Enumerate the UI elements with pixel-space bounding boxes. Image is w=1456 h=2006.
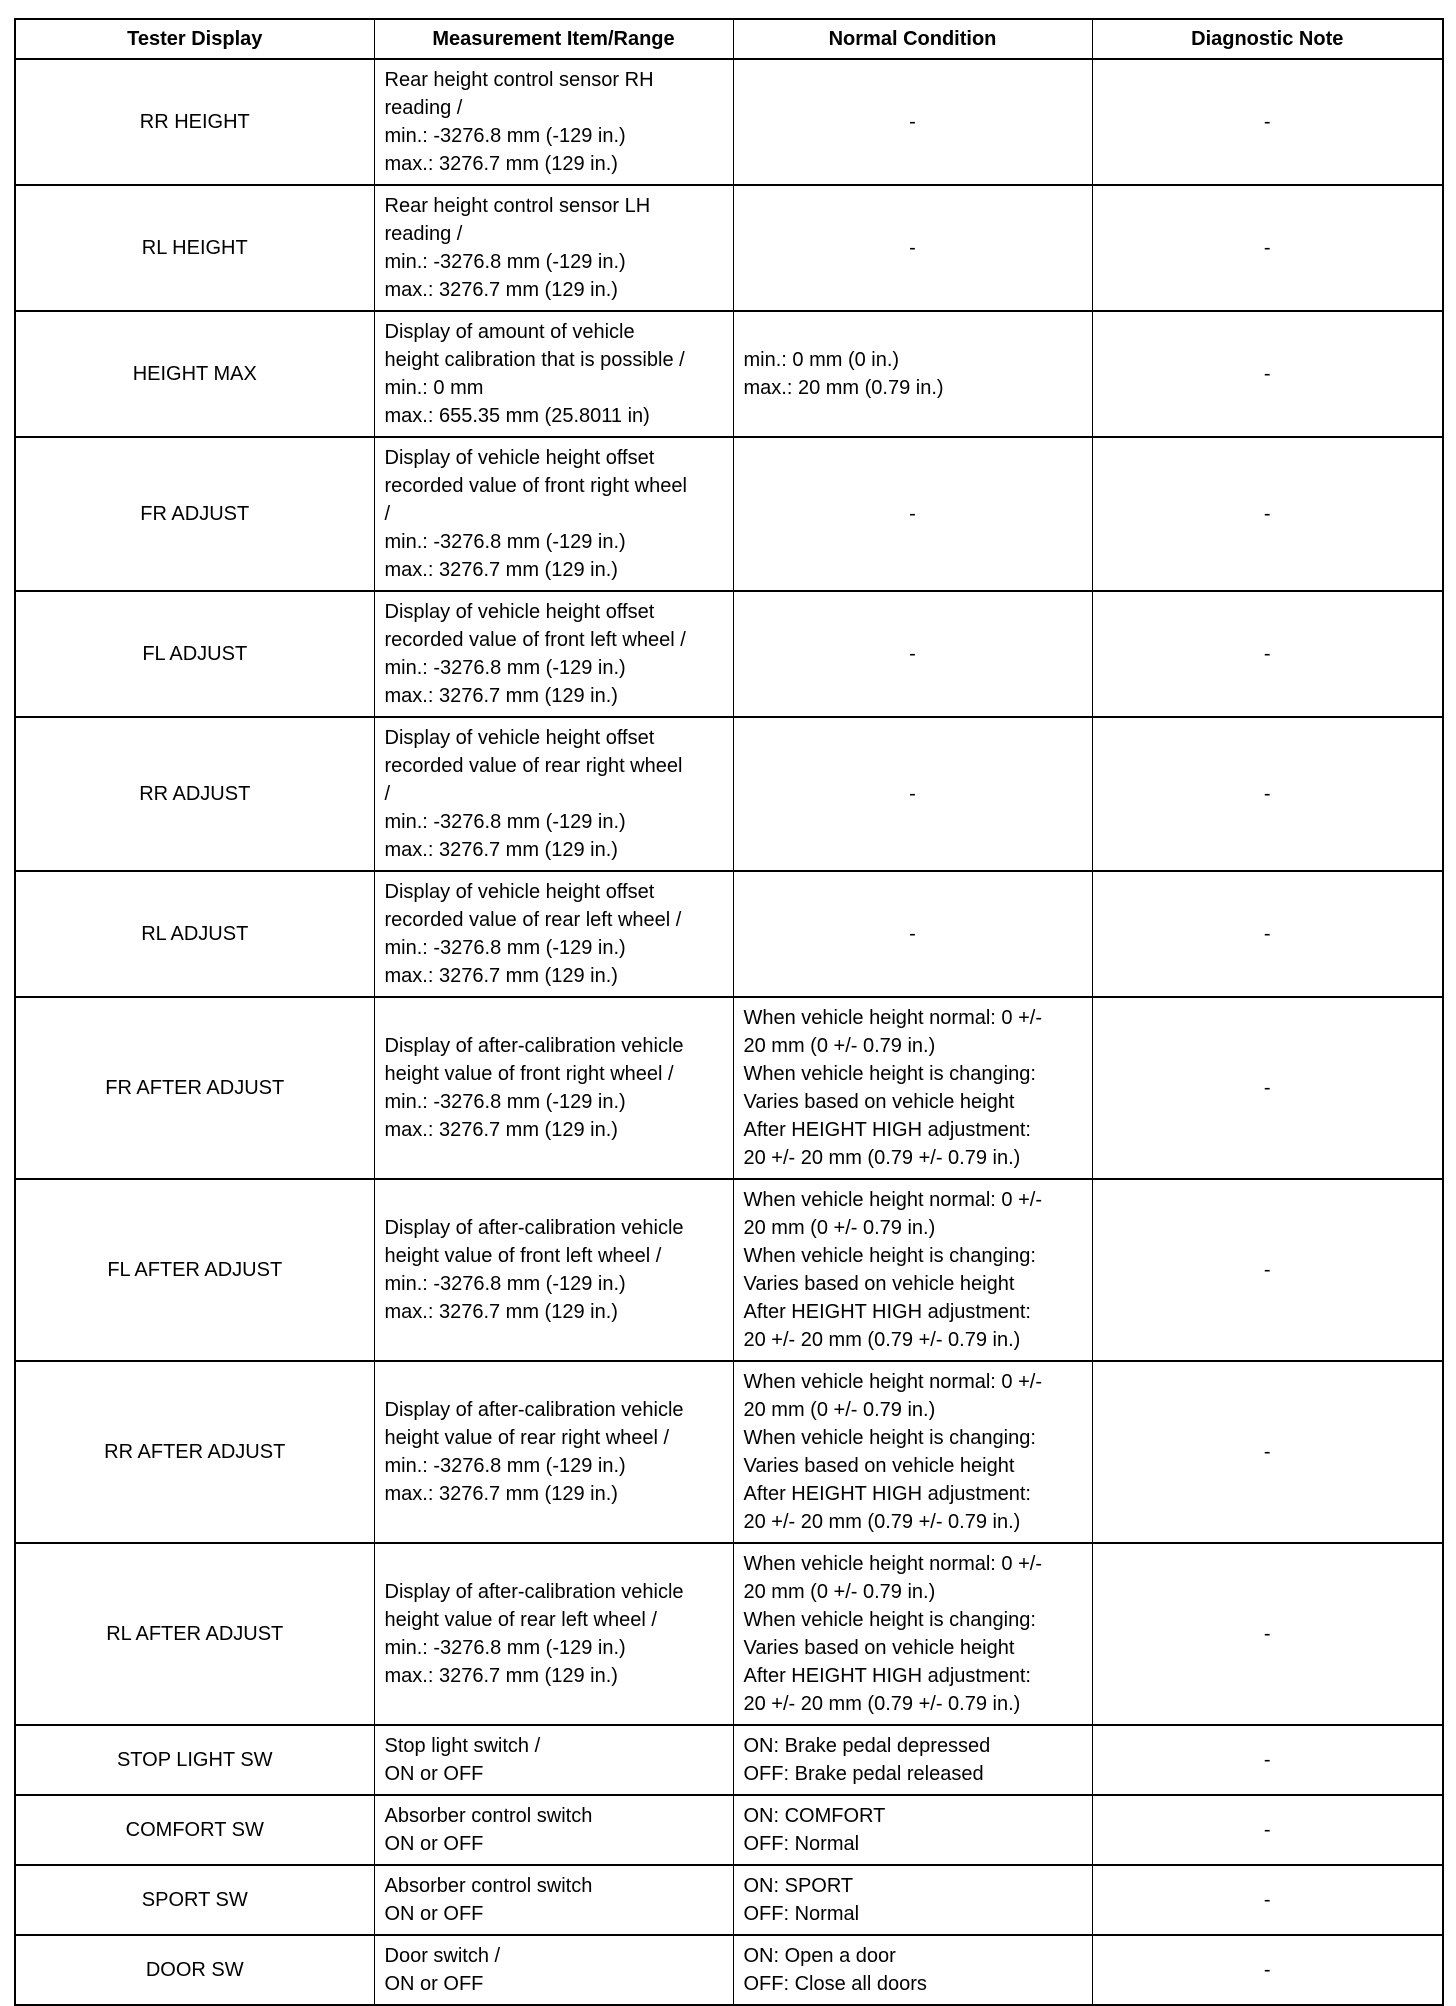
normal-condition-cell (733, 1795, 1092, 1865)
normal-condition-line: OFF: Normal (743, 1903, 860, 1925)
measurement-line: min.: -3276.8 mm (-129 in.) (384, 657, 626, 679)
measurement-line: reading / (384, 223, 463, 245)
tester-display-cell: FR AFTER ADJUST (15, 997, 374, 1179)
diagnostic-note-cell: - (1092, 591, 1443, 717)
measurement-line: Absorber control switch (384, 1875, 593, 1897)
normal-condition-line: OFF: Normal (743, 1833, 860, 1855)
normal-condition-cell (733, 717, 1092, 871)
normal-condition-line: After HEIGHT HIGH adjustment: (743, 1483, 1031, 1505)
measurement-line: max.: 3276.7 mm (129 in.) (384, 685, 618, 707)
measurement-line: Absorber control switch (384, 1805, 593, 1827)
diagnostic-data-list (14, 18, 1442, 2006)
normal-condition-line: - (909, 783, 916, 805)
diagnostic-note-cell: - (1092, 871, 1443, 997)
measurement-line: recorded value of rear right wheel (384, 755, 683, 777)
diagnostic-note-cell: - (1092, 437, 1443, 591)
diagnostic-note-cell: - (1092, 59, 1443, 185)
normal-condition-line: When vehicle height normal: 0 +/- (743, 1189, 1042, 1211)
normal-condition-line: After HEIGHT HIGH adjustment: (743, 1301, 1031, 1323)
normal-condition-line: max.: 20 mm (0.79 in.) (743, 377, 944, 399)
diagnostic-note-cell: - (1092, 1795, 1443, 1865)
normal-condition-line: - (909, 923, 916, 945)
measurement-line: recorded value of front left wheel / (384, 629, 686, 651)
table-row (15, 185, 1443, 311)
diagnostic-note-cell: - (1092, 1725, 1443, 1795)
tester-display-cell: STOP LIGHT SW (15, 1725, 374, 1795)
table-row (15, 1935, 1443, 2005)
normal-condition-cell (733, 871, 1092, 997)
measurement-line: height calibration that is possible / (384, 349, 685, 371)
normal-condition-cell (733, 311, 1092, 437)
measurement-cell (374, 871, 733, 997)
normal-condition-cell (733, 997, 1092, 1179)
normal-condition-line: 20 mm (0 +/- 0.79 in.) (743, 1217, 936, 1239)
measurement-line: min.: -3276.8 mm (-129 in.) (384, 811, 626, 833)
data-table (14, 18, 1444, 2006)
header-normal-condition: Normal Condition (733, 19, 1092, 59)
measurement-line: max.: 3276.7 mm (129 in.) (384, 839, 618, 861)
tester-display-cell: RR HEIGHT (15, 59, 374, 185)
measurement-line: Display of after-calibration vehicle (384, 1581, 684, 1603)
header-measurement-item: Measurement Item/Range (374, 19, 733, 59)
diagnostic-note-cell: - (1092, 311, 1443, 437)
measurement-line: max.: 3276.7 mm (129 in.) (384, 279, 618, 301)
normal-condition-cell (733, 1361, 1092, 1543)
tester-display-cell: FR ADJUST (15, 437, 374, 591)
normal-condition-line: - (909, 237, 916, 259)
measurement-cell (374, 437, 733, 591)
measurement-line: / (384, 503, 391, 525)
normal-condition-line: ON: Brake pedal depressed (743, 1735, 991, 1757)
diagnostic-note-cell: - (1092, 1935, 1443, 2005)
tester-display-cell: RR ADJUST (15, 717, 374, 871)
table-row (15, 717, 1443, 871)
measurement-line: min.: -3276.8 mm (-129 in.) (384, 1091, 626, 1113)
table-row (15, 437, 1443, 591)
measurement-line: min.: -3276.8 mm (-129 in.) (384, 1273, 626, 1295)
measurement-cell (374, 997, 733, 1179)
table-row (15, 59, 1443, 185)
normal-condition-line: 20 mm (0 +/- 0.79 in.) (743, 1035, 936, 1057)
normal-condition-line: When vehicle height normal: 0 +/- (743, 1371, 1042, 1393)
measurement-line: min.: -3276.8 mm (-129 in.) (384, 1637, 626, 1659)
normal-condition-cell (733, 437, 1092, 591)
tester-display-cell: RL ADJUST (15, 871, 374, 997)
measurement-line: ON or OFF (384, 1833, 484, 1855)
normal-condition-line: Varies based on vehicle height (743, 1637, 1015, 1659)
normal-condition-line: Varies based on vehicle height (743, 1455, 1015, 1477)
normal-condition-line: After HEIGHT HIGH adjustment: (743, 1119, 1031, 1141)
header-tester-display: Tester Display (15, 19, 374, 59)
measurement-line: min.: -3276.8 mm (-129 in.) (384, 251, 626, 273)
measurement-line: Stop light switch / (384, 1735, 541, 1757)
tester-display-cell: SPORT SW (15, 1865, 374, 1935)
table-body (15, 59, 1443, 2005)
normal-condition-line: ON: COMFORT (743, 1805, 886, 1827)
measurement-line: ON or OFF (384, 1763, 484, 1785)
diagnostic-note-cell: - (1092, 1543, 1443, 1725)
measurement-cell (374, 1361, 733, 1543)
measurement-cell (374, 591, 733, 717)
normal-condition-line: When vehicle height normal: 0 +/- (743, 1007, 1042, 1029)
measurement-line: Display of vehicle height offset (384, 881, 655, 903)
measurement-line: / (384, 783, 391, 805)
header-row (15, 19, 1443, 59)
normal-condition-line: 20 +/- 20 mm (0.79 +/- 0.79 in.) (743, 1693, 1021, 1715)
tester-display-cell: FL ADJUST (15, 591, 374, 717)
normal-condition-line: Varies based on vehicle height (743, 1273, 1015, 1295)
normal-condition-line: 20 mm (0 +/- 0.79 in.) (743, 1399, 936, 1421)
table-row (15, 1865, 1443, 1935)
measurement-line: min.: -3276.8 mm (-129 in.) (384, 531, 626, 553)
measurement-line: recorded value of front right wheel (384, 475, 687, 497)
measurement-line: max.: 3276.7 mm (129 in.) (384, 1483, 618, 1505)
measurement-line: Door switch / (384, 1945, 501, 1967)
measurement-line: Rear height control sensor RH (384, 69, 654, 91)
measurement-line: Display of vehicle height offset (384, 601, 655, 623)
normal-condition-line: ON: SPORT (743, 1875, 854, 1897)
measurement-line: Display of after-calibration vehicle (384, 1035, 684, 1057)
normal-condition-cell (733, 591, 1092, 717)
measurement-line: ON or OFF (384, 1973, 484, 1995)
table-row (15, 871, 1443, 997)
normal-condition-line: - (909, 503, 916, 525)
table-row (15, 1725, 1443, 1795)
diagnostic-note-cell: - (1092, 717, 1443, 871)
diagnostic-note-cell: - (1092, 1179, 1443, 1361)
measurement-cell (374, 717, 733, 871)
table-row (15, 1361, 1443, 1543)
normal-condition-line: When vehicle height is changing: (743, 1609, 1036, 1631)
tester-display-cell: RR AFTER ADJUST (15, 1361, 374, 1543)
measurement-line: Display of after-calibration vehicle (384, 1217, 684, 1239)
measurement-line: Rear height control sensor LH (384, 195, 651, 217)
normal-condition-line: 20 +/- 20 mm (0.79 +/- 0.79 in.) (743, 1147, 1021, 1169)
normal-condition-line: ON: Open a door (743, 1945, 896, 1967)
normal-condition-line: After HEIGHT HIGH adjustment: (743, 1665, 1031, 1687)
measurement-cell (374, 59, 733, 185)
table-row (15, 1179, 1443, 1361)
measurement-line: max.: 3276.7 mm (129 in.) (384, 559, 618, 581)
measurement-line: reading / (384, 97, 463, 119)
table-row (15, 1795, 1443, 1865)
measurement-line: Display of after-calibration vehicle (384, 1399, 684, 1421)
measurement-line: height value of rear right wheel / (384, 1427, 670, 1449)
measurement-cell (374, 311, 733, 437)
measurement-line: max.: 3276.7 mm (129 in.) (384, 1301, 618, 1323)
measurement-line: min.: -3276.8 mm (-129 in.) (384, 937, 626, 959)
table-row (15, 1543, 1443, 1725)
normal-condition-cell (733, 1543, 1092, 1725)
normal-condition-cell (733, 1725, 1092, 1795)
measurement-cell (374, 1795, 733, 1865)
measurement-cell (374, 1179, 733, 1361)
tester-display-cell: HEIGHT MAX (15, 311, 374, 437)
table-row (15, 591, 1443, 717)
measurement-line: height value of front right wheel / (384, 1063, 674, 1085)
measurement-line: min.: -3276.8 mm (-129 in.) (384, 1455, 626, 1477)
measurement-line: height value of front left wheel / (384, 1245, 662, 1267)
tester-display-cell: COMFORT SW (15, 1795, 374, 1865)
measurement-cell (374, 1725, 733, 1795)
tester-display-cell: FL AFTER ADJUST (15, 1179, 374, 1361)
measurement-cell (374, 1543, 733, 1725)
measurement-line: min.: -3276.8 mm (-129 in.) (384, 125, 626, 147)
measurement-line: height value of rear left wheel / (384, 1609, 657, 1631)
measurement-line: max.: 3276.7 mm (129 in.) (384, 153, 618, 175)
normal-condition-cell (733, 59, 1092, 185)
normal-condition-line: 20 mm (0 +/- 0.79 in.) (743, 1581, 936, 1603)
tester-display-cell: RL HEIGHT (15, 185, 374, 311)
measurement-line: ON or OFF (384, 1903, 484, 1925)
measurement-line: recorded value of rear left wheel / (384, 909, 682, 931)
normal-condition-line: When vehicle height is changing: (743, 1245, 1036, 1267)
diagnostic-note-cell: - (1092, 1865, 1443, 1935)
measurement-line: min.: 0 mm (384, 377, 484, 399)
measurement-cell (374, 1935, 733, 2005)
normal-condition-line: 20 +/- 20 mm (0.79 +/- 0.79 in.) (743, 1511, 1021, 1533)
normal-condition-line: OFF: Close all doors (743, 1973, 927, 1995)
normal-condition-line: Varies based on vehicle height (743, 1091, 1015, 1113)
normal-condition-cell (733, 1179, 1092, 1361)
normal-condition-line: min.: 0 mm (0 in.) (743, 349, 900, 371)
measurement-line: max.: 3276.7 mm (129 in.) (384, 965, 618, 987)
normal-condition-line: When vehicle height is changing: (743, 1427, 1036, 1449)
measurement-line: max.: 3276.7 mm (129 in.) (384, 1665, 618, 1687)
measurement-line: max.: 655.35 mm (25.8011 in) (384, 405, 650, 427)
measurement-line: Display of amount of vehicle (384, 321, 635, 343)
normal-condition-line: When vehicle height is changing: (743, 1063, 1036, 1085)
measurement-cell (374, 185, 733, 311)
normal-condition-line: - (909, 111, 916, 133)
tester-display-cell: RL AFTER ADJUST (15, 1543, 374, 1725)
normal-condition-cell (733, 1865, 1092, 1935)
measurement-line: Display of vehicle height offset (384, 447, 655, 469)
normal-condition-line: - (909, 643, 916, 665)
normal-condition-cell (733, 185, 1092, 311)
normal-condition-line: OFF: Brake pedal released (743, 1763, 984, 1785)
measurement-cell (374, 1865, 733, 1935)
measurement-line: max.: 3276.7 mm (129 in.) (384, 1119, 618, 1141)
diagnostic-note-cell: - (1092, 997, 1443, 1179)
diagnostic-note-cell: - (1092, 1361, 1443, 1543)
table-row (15, 997, 1443, 1179)
normal-condition-line: When vehicle height normal: 0 +/- (743, 1553, 1042, 1575)
measurement-line: Display of vehicle height offset (384, 727, 655, 749)
header-diagnostic-note: Diagnostic Note (1092, 19, 1443, 59)
table-row (15, 311, 1443, 437)
normal-condition-line: 20 +/- 20 mm (0.79 +/- 0.79 in.) (743, 1329, 1021, 1351)
normal-condition-cell (733, 1935, 1092, 2005)
tester-display-cell: DOOR SW (15, 1935, 374, 2005)
diagnostic-note-cell: - (1092, 185, 1443, 311)
